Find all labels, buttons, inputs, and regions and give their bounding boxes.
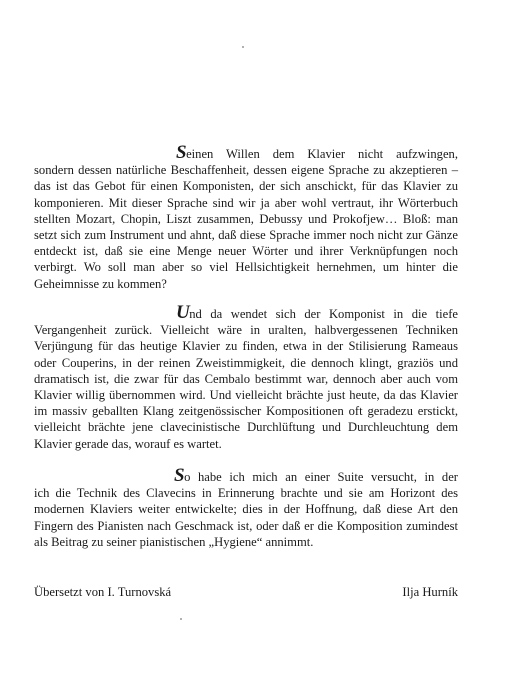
paragraph-2-first-text: nd da wendet sich der Komponist in die tiefe: [189, 307, 458, 321]
scan-speck: [242, 46, 244, 48]
paragraph-2: [34, 302, 458, 452]
author-name: Ilja Hurník: [402, 585, 458, 599]
paragraph-3-first-text: o habe ich mich an einer Suite versucht, in der: [184, 470, 458, 484]
paragraph-3-initial: S: [174, 465, 185, 486]
paragraph-1-first-text: einen Willen dem Klavier nicht aufzwingen,: [186, 147, 458, 161]
paragraph-3-body: ich die Technik des Clavecins in Erinnerung brachte und sie am Horizont des modernen Klaviers weiter entwickelte; dies in der Hoffnung, daß diese Art den Fingern des Pianisten nach Geschmack ist, oder daß er die Komposition zumindest als Beitrag zu seiner pianistischen „Hygiene“ annimmt.: [34, 486, 458, 549]
paragraph-2-initial: U: [176, 302, 190, 323]
paragraph-1: [34, 142, 458, 292]
scan-speck: [180, 618, 182, 620]
paragraph-3: [34, 465, 458, 550]
paragraph-1-initial: S: [176, 142, 187, 163]
paragraph-3-first-line: [34, 465, 458, 486]
translator-credit: Übersetzt von I. Turnovská: [34, 585, 172, 599]
paragraph-2-first-line: [34, 302, 458, 323]
paragraph-1-body: sondern dessen natürliche Beschaffenheit, dessen eigene Sprache zu akzeptieren – das ist das Gebot für einen Komponisten, der sich anschickt, für das Klavier zu komponieren. Mit dieser Sprache sind wir ja aber wohl vertraut, ihr Wörterbuch stellten Mozart, Chopin, Liszt zusammen, Debussy und Prokofjew… Bloß: man setzt sich zum Instrument und ahnt, daß diese Sprache immer noch nicht zur Gänze entdeckt ist, daß sie eine Menge neuer Wörter und ihrer Verknüpfungen noch verbirgt. Wo soll man aber so viel Hellsichtigkeit hernehmen, um hinter die Geheimnisse zu kommen?: [34, 163, 458, 291]
paragraph-2-body: Vergangenheit zurück. Vielleicht wäre in uralten, halbvergessenen Techniken Verjüngung für das heutige Klavier zu finden, etwa in der Stilisierung Rameaus oder Couperins, in der reinen Zweistimmigkeit, die dennoch klingt, graziös und dramatisch ist, die zwar für das Cembalo bestimmt war, dennoch aber auch vom Klavier willig übernommen wird. Und vielleicht brächte just heute, da das Klavier im massiv geballten Klang zeitgenössischer Kompositionen oft geradezu erstickt, vielleicht brächte jene clavecinistische Durchlüftung und Durchleuchtung dem Klavier gerade das, worauf es wartet.: [34, 323, 458, 451]
paragraph-1-first-line: [34, 142, 458, 163]
document-page: [34, 0, 458, 674]
